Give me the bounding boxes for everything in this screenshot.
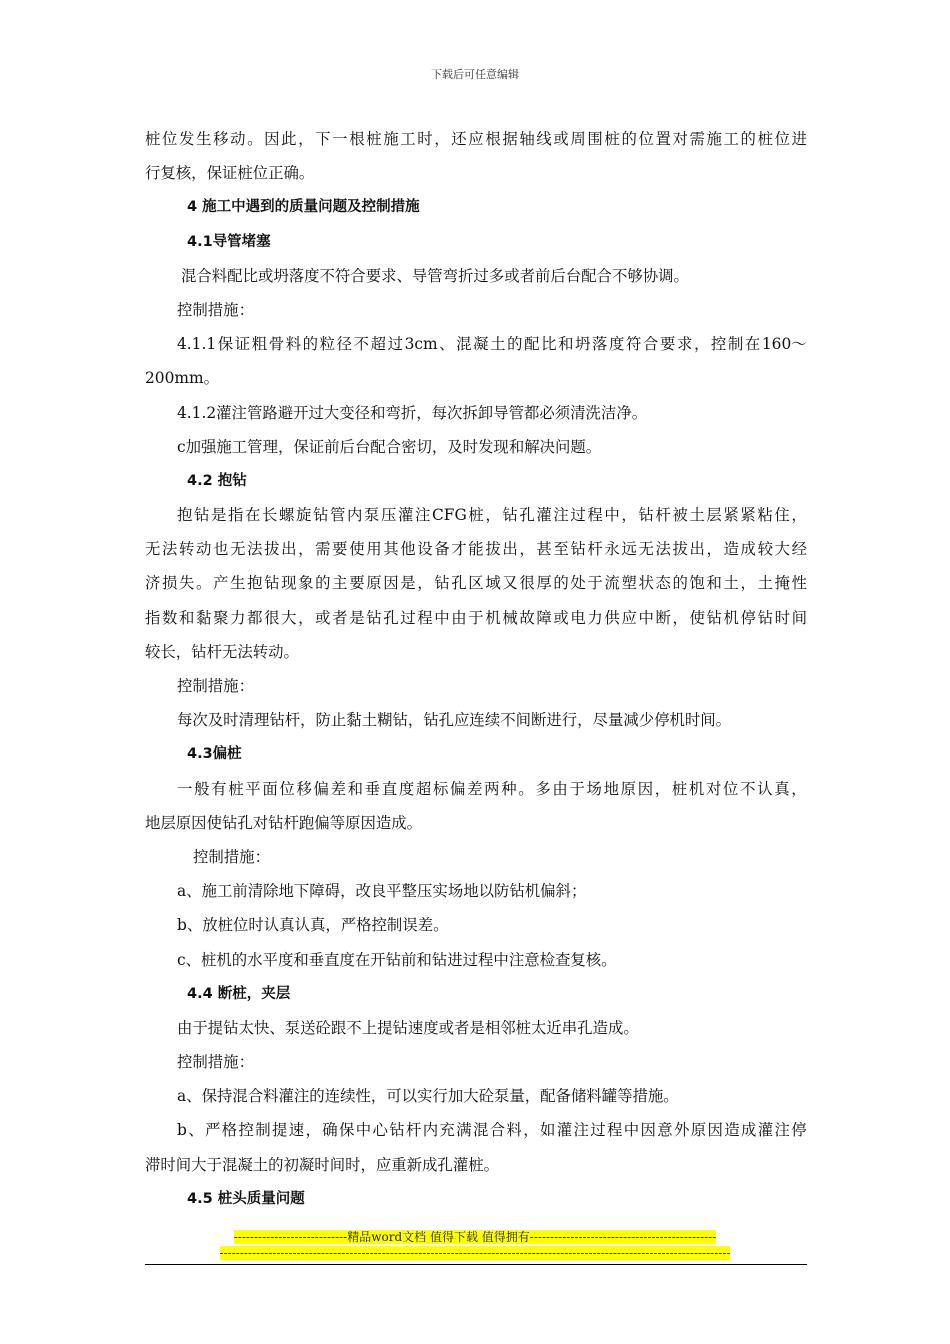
download-note: 下载后可任意编辑 [431,68,519,81]
body-line: 较长，钻杆无法转动。 [145,642,299,661]
section-heading: 4 施工中遇到的质量问题及控制措施 [187,199,420,216]
body-line: 由于提钻太快、泵送砼跟不上提钻速度或者是相邻桩太近串孔造成。 [177,1018,639,1037]
body-line: b、放桩位时认真认真，严格控制误差。 [177,916,449,935]
body-line: c加强施工管理，保证前后台配合密切，及时发现和解决问题。 [177,437,602,456]
section-heading: 4.5 桩头质量问题 [187,1190,305,1207]
body-line: a、保持混合料灌注的连续性，可以实行加大砼泵量，配备储料罐等措施。 [177,1087,679,1106]
body-line: 桩 位 发 生 移 动 。 因 此 ， 下 一 根 桩 施 工 时 ， 还 应 根 据 轴 线 或 周 围 桩 的 位 置 对 需 施 工 的 桩 位 进 [145,130,807,148]
body-line: 指 数 和 黏 聚 力 都 很 大 ， 或 者 是 钻 孔 过 程 中 由 于 机 械 故 障 或 电 力 供 应 中 断 ， 使 钻 机 停 钻 时 间 [145,608,807,627]
body-line: b 、 严 格 控 制 提 速 ， 确 保 中 心 钻 杆 内 充 满 混 合 料 ， 如 灌 注 过 程 中 因 意 外 原 因 造 成 灌 注 停 [177,1121,807,1140]
section-heading: 4.4 断桩，夹层 [187,985,291,1002]
body-line: 控制措施： [193,847,270,866]
footer-banner-top [0,1229,950,1245]
body-line: 一 般 有 桩 平 面 位 移 偏 差 和 垂 直 度 超 标 偏 差 两 种 。 多 由 于 场 地 原 因 ， 桩 机 对 位 不 认 真 ， [177,779,807,798]
body-line: a、施工前清除地下障碍，改良平整压实场地以防钻机偏斜； [177,882,587,901]
footer-banner-bottom-text: ------------------------------------------------------------------------------------------------------------------------------ [219,1246,731,1260]
body-line: 无 法 转 动 也 无 法 拔 出 ， 需 要 使 用 其 他 设 备 才 能 拔 出 ， 甚 至 钻 杆 永 远 无 法 拔 出 ， 造 成 较 大 经 [145,540,807,559]
section-heading: 4.1导管堵塞 [187,233,271,250]
body-line: 4.1.1 保 证 粗 骨 料 的 粒 径 不 超 过 3cm 、 混 凝 土 的 配 比 和 坍 落 度 符 合 要 求 ， 控 制 在 160～ [177,335,807,354]
body-line: 每次及时清理钻杆，防止黏土糊钻，钻孔应连续不间断进行，尽量减少停机时间。 [177,711,732,730]
body-line: 控制措施： [177,677,254,695]
section-heading: 4.3偏桩 [187,746,242,763]
body-line: 济 损 失 。 产 生 抱 钻 现 象 的 主 要 原 因 是 ， 钻 孔 区 域 又 很 厚 的 处 于 流 塑 状 态 的 饱 和 土 ， 土 掩 性 [145,574,807,593]
document-body [145,122,807,1216]
footer-banner-top-text: ----------------------------精品word文档 值得下载 值得拥有---------------------------------------------- [233,1230,717,1244]
body-line: 混合料配比或坍落度不符合要求、导管弯折过多或者前后台配合不够协调。 [181,266,689,285]
body-line: c、桩机的水平度和垂直度在开钻前和钻进过程中注意检查复核。 [177,950,617,969]
footer-banner-bottom [0,1245,950,1261]
footer-rule [145,1264,807,1265]
section-heading: 4.2 抱钻 [187,472,247,489]
body-line: 抱 钻 是 指 在 长 螺 旋 钻 管 内 泵 压 灌 注 CFG 桩 ， 钻 孔 灌 注 过 程 中 ， 钻 杆 被 土 层 紧 紧 粘 住 ， [177,506,807,525]
body-line: 控制措施： [177,1053,254,1072]
body-line: 滞时间大于混凝土的初凝时间时，应重新成孔灌桩。 [145,1155,499,1174]
body-line: 地层原因使钻孔对钻杆跑偏等原因造成。 [145,813,423,832]
body-line: 200mm。 [145,369,219,388]
body-line: 行复核，保证桩位正确。 [145,164,315,183]
body-line: 4.1.2灌注管路避开过大变径和弯折，每次拆卸导管都必须清洗洁净。 [177,403,648,422]
body-line: 控制措施： [177,300,254,319]
